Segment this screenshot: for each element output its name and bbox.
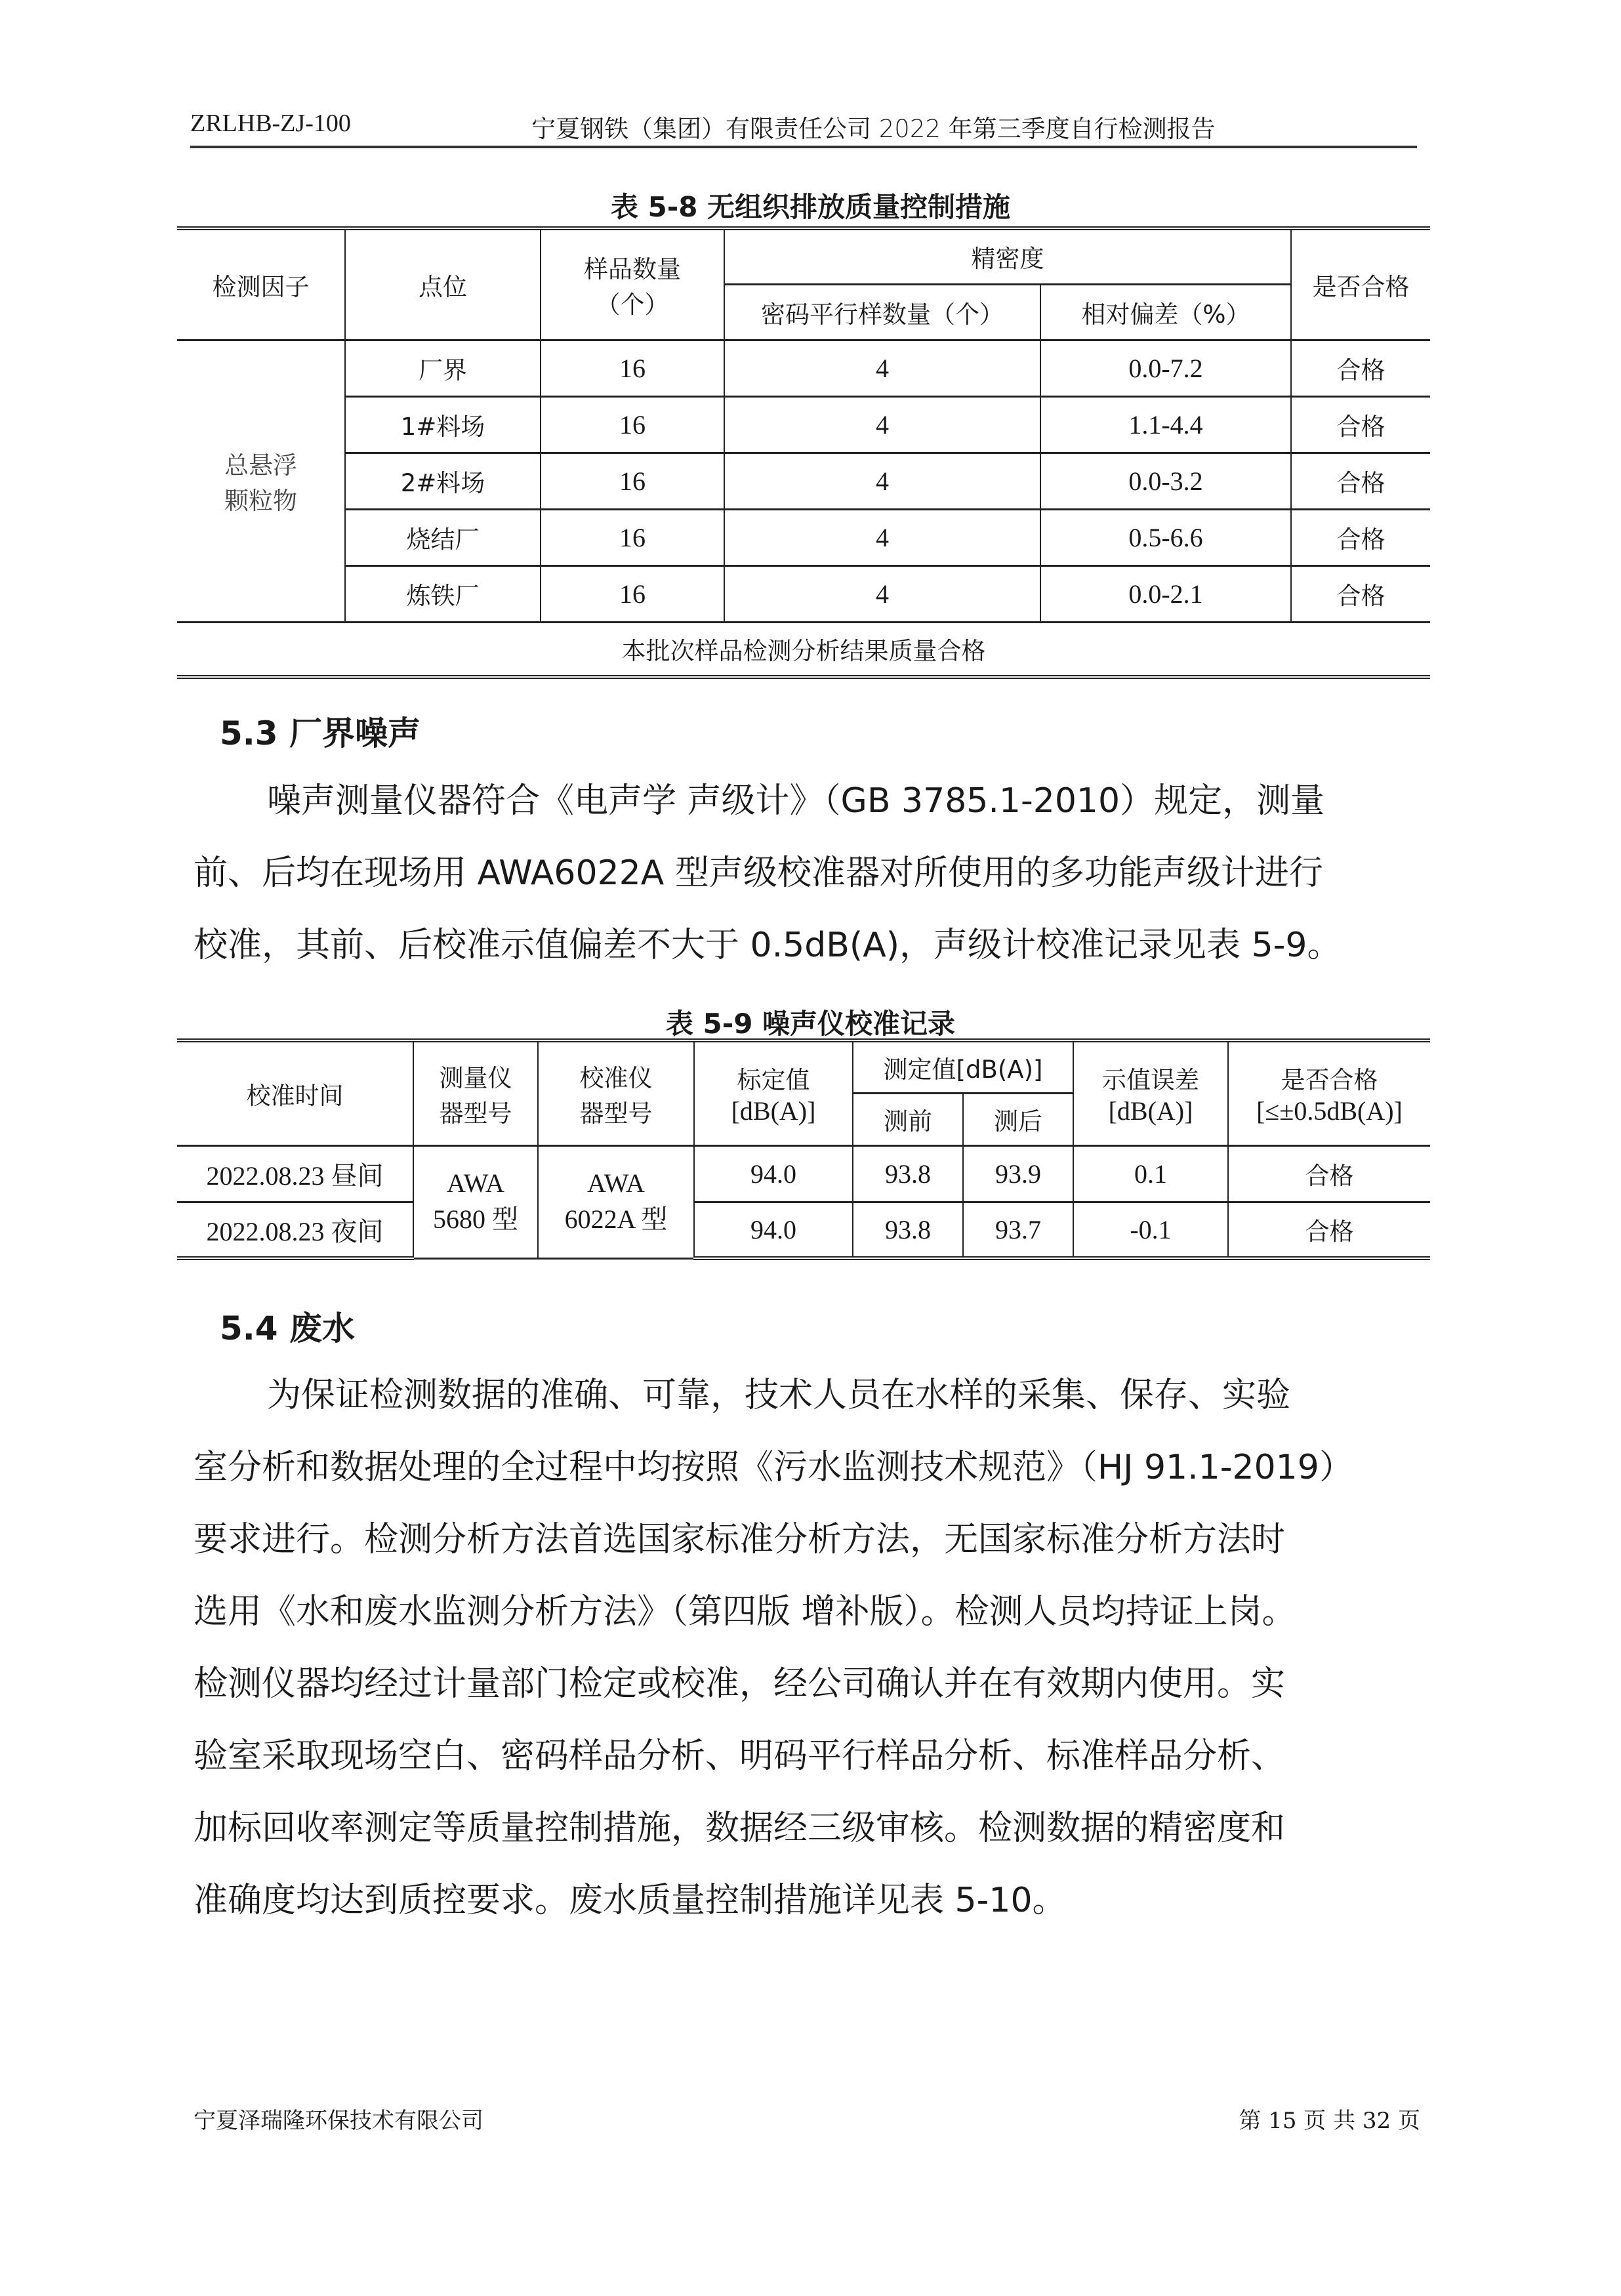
header-point: 点位 [345,228,541,340]
paragraph-line: 准确度均达到质控要求。废水质量控制措施详见表 5-10。 [194,1881,1067,1920]
table-5-8 [177,226,1430,679]
samples-cell: 16 [541,396,724,453]
deviation-cell: 0.0-7.2 [1040,340,1291,396]
header-sample-count [541,228,724,340]
time-cell: 2022.08.23 夜间 [177,1202,413,1258]
paragraph-line: 检测仪器均经过计量部门检定或校准，经公司确认并在有效期内使用。实 [194,1664,1286,1704]
nominal-cell: 94.0 [694,1202,853,1258]
point-cell: 烧结厂 [345,509,541,565]
table-row [177,396,1430,453]
document-code: ZRLHB-ZJ-100 [190,110,351,137]
section-5-3-paragraph [194,765,1427,981]
qualified-cell: 合格 [1291,453,1430,509]
header-meter-model-line-2: 器型号 [439,1099,512,1128]
header-calibrator-model [538,1040,694,1145]
deviation-cell: 1.1-4.4 [1040,396,1291,453]
parallel-cell: 4 [724,453,1040,509]
section-5-3-heading: 5.3 厂界噪声 [220,714,421,752]
point-cell: 厂界 [345,340,541,396]
header-qualified-line-2: [≤±0.5dB(A)] [1256,1096,1403,1126]
factor-line-1: 总悬浮 [224,451,297,480]
header-nominal-line-1: 标定值 [737,1066,810,1095]
qualified-cell: 合格 [1291,396,1430,453]
meter-model-line-2: 5680 型 [433,1204,518,1234]
paragraph-line: 要求进行。检测分析方法首选国家标准分析方法，无国家标准分析方法时 [194,1520,1286,1559]
calibrator-model-line-1: AWA [587,1168,645,1198]
header-meter-model [413,1040,538,1145]
header-meter-model-line-1: 测量仪 [439,1063,512,1092]
paragraph-line: 验室采取现场空白、密码样品分析、明码平行样品分析、标准样品分析、 [194,1736,1286,1776]
header-qualified [1228,1040,1430,1145]
before-cell: 93.8 [853,1202,963,1258]
table-row [177,509,1430,565]
parallel-cell: 4 [724,340,1040,396]
table-row [177,340,1430,396]
header-relative-deviation: 相对偏差（%） [1040,284,1291,340]
table-row [177,453,1430,509]
header-calibrator-model-line-2: 器型号 [579,1099,653,1128]
deviation-cell: 0.0-3.2 [1040,453,1291,509]
header-blind-parallel: 密码平行样数量（个） [724,284,1040,340]
section-5-4-heading: 5.4 废水 [220,1309,355,1347]
page-number: 第 15 页 共 32 页 [1239,2108,1420,2134]
header-measured: 测定值[dB(A)] [853,1040,1073,1093]
table-row [177,1145,1430,1202]
table-row [177,565,1430,622]
qualified-cell: 合格 [1291,509,1430,565]
paragraph-line: 室分析和数据处理的全过程中均按照《污水监测技术规范》（HJ 91.1-2019） [194,1448,1353,1487]
time-cell: 2022.08.23 昼间 [177,1145,413,1202]
table-conclusion-row [177,622,1430,677]
header-after: 测后 [963,1093,1073,1145]
header-qualified: 是否合格 [1291,228,1430,340]
samples-cell: 16 [541,340,724,396]
qualified-cell: 合格 [1291,340,1430,396]
paragraph-line: 选用《水和废水监测分析方法》（第四版 增补版）。检测人员均持证上岗。 [194,1592,1296,1631]
header-divider [190,146,1417,148]
point-cell: 炼铁厂 [345,565,541,622]
paragraph-line: 前、后均在现场用 AWA6022A 型声级校准器对所使用的多功能声级计进行 [194,853,1323,893]
section-5-4-paragraph [194,1359,1427,1937]
header-error-line-2: [dB(A)] [1108,1096,1193,1126]
table-5-8-caption: 表 5-8 无组织排放质量控制措施 [610,191,1011,223]
point-cell: 2#料场 [345,453,541,509]
header-sample-count-label: 样品数量 [584,255,681,283]
samples-cell: 16 [541,453,724,509]
table-5-9-caption: 表 5-9 噪声仪校准记录 [665,1008,956,1040]
header-before: 测前 [853,1093,963,1145]
paragraph-line: 噪声测量仪器符合《电声学 声级计》（GB 3785.1-2010）规定，测量 [267,781,1325,821]
header-nominal [694,1040,853,1145]
header-indication-error [1073,1040,1228,1145]
before-cell: 93.8 [853,1145,963,1202]
meter-model-cell [413,1145,538,1258]
meter-model-line-1: AWA [447,1168,504,1198]
parallel-cell: 4 [724,509,1040,565]
header-precision: 精密度 [724,228,1291,284]
error-cell: 0.1 [1073,1145,1228,1202]
qualified-cell: 合格 [1291,565,1430,622]
error-cell: -0.1 [1073,1202,1228,1258]
paragraph-line: 加标回收率测定等质量控制措施，数据经三级审核。检测数据的精密度和 [194,1809,1286,1848]
factor-cell [177,340,345,622]
qualified-cell: 合格 [1228,1145,1430,1202]
paragraph-line: 为保证检测数据的准确、可靠，技术人员在水样的采集、保存、实验 [267,1376,1291,1415]
point-cell: 1#料场 [345,396,541,453]
page-header [190,105,1417,146]
header-sample-count-unit: （个） [596,290,669,319]
header-qualified-line-1: 是否合格 [1281,1066,1378,1095]
factor-line-2: 颗粒物 [224,487,297,515]
nominal-cell: 94.0 [694,1145,853,1202]
calibrator-model-cell [538,1145,694,1258]
header-factor: 检测因子 [177,228,345,340]
qualified-cell: 合格 [1228,1202,1430,1258]
deviation-cell: 0.0-2.1 [1040,565,1291,622]
footer-company: 宁夏泽瑞隆环保技术有限公司 [194,2108,483,2134]
header-calibration-time: 校准时间 [177,1040,413,1145]
table-conclusion: 本批次样品检测分析结果质量合格 [177,622,1430,677]
header-nominal-line-2: [dB(A)] [731,1096,816,1126]
calibrator-model-line-2: 6022A 型 [564,1204,668,1234]
after-cell: 93.9 [963,1145,1073,1202]
header-calibrator-model-line-1: 校准仪 [579,1063,653,1092]
parallel-cell: 4 [724,396,1040,453]
header-error-line-1: 示值误差 [1102,1066,1199,1095]
after-cell: 93.7 [963,1202,1073,1258]
paragraph-line: 校准，其前、后校准示值偏差不大于 0.5dB(A)，声级计校准记录见表 5-9。 [194,926,1342,965]
parallel-cell: 4 [724,565,1040,622]
table-5-9 [177,1038,1430,1260]
report-title: 宁夏钢铁（集团）有限责任公司 2022 年第三季度自行检测报告 [531,115,1216,143]
deviation-cell: 0.5-6.6 [1040,509,1291,565]
samples-cell: 16 [541,509,724,565]
samples-cell: 16 [541,565,724,622]
table-row [177,1202,1430,1258]
